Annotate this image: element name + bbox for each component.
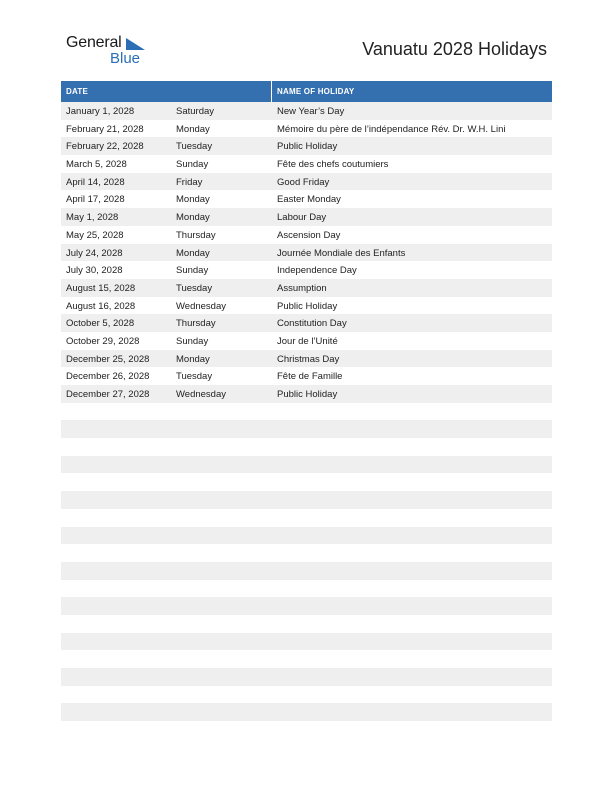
cell-weekday: Monday (176, 212, 210, 224)
empty-row (61, 562, 552, 580)
cell-holiday-name: Easter Monday (277, 194, 341, 206)
empty-row (61, 597, 552, 615)
cell-weekday: Monday (176, 353, 210, 365)
cell-weekday: Sunday (176, 265, 209, 277)
table-row (61, 173, 552, 191)
cell-date: April 17, 2028 (66, 194, 125, 206)
empty-row (61, 650, 552, 668)
cell-date: February 21, 2028 (66, 123, 144, 135)
cell-holiday-name: Public Holiday (277, 141, 338, 153)
cell-weekday: Tuesday (176, 141, 213, 153)
table-row (61, 120, 552, 138)
cell-holiday-name: Assumption (277, 282, 327, 294)
table-row (61, 367, 552, 385)
cell-date: December 25, 2028 (66, 353, 150, 365)
empty-row (61, 615, 552, 633)
empty-row (61, 456, 552, 474)
cell-date: July 30, 2028 (66, 265, 123, 277)
cell-weekday: Sunday (176, 335, 209, 347)
logo-triangle-icon (124, 37, 146, 51)
cell-weekday: Thursday (176, 318, 216, 330)
table-row (61, 261, 552, 279)
cell-holiday-name: Good Friday (277, 176, 330, 188)
cell-date: May 1, 2028 (66, 212, 119, 224)
cell-holiday-name: Constitution Day (277, 318, 347, 330)
holiday-table (61, 81, 552, 721)
empty-row (61, 668, 552, 686)
empty-row (61, 473, 552, 491)
table-row (61, 350, 552, 368)
empty-rows (61, 420, 552, 721)
table-row (61, 279, 552, 297)
empty-row (61, 438, 552, 456)
empty-row (61, 686, 552, 704)
cell-date: December 27, 2028 (66, 389, 150, 400)
table-body (61, 102, 552, 403)
cell-holiday-name: New Year’s Day (277, 106, 345, 117)
cell-date: October 5, 2028 (66, 318, 135, 330)
cell-date: December 26, 2028 (66, 371, 150, 383)
cell-holiday-name: Fête des chefs coutumiers (277, 159, 389, 171)
empty-row (61, 491, 552, 509)
table-row (61, 297, 552, 315)
brand-logo (66, 34, 156, 68)
table-row (61, 208, 552, 226)
table-gap (61, 403, 552, 421)
table-row (61, 314, 552, 332)
table-row (61, 155, 552, 173)
cell-weekday: Wednesday (176, 389, 226, 400)
table-row (61, 332, 552, 350)
cell-date: October 29, 2028 (66, 335, 140, 347)
empty-row (61, 703, 552, 721)
cell-holiday-name: Labour Day (277, 212, 327, 224)
cell-holiday-name: Public Holiday (277, 300, 338, 312)
empty-row (61, 509, 552, 527)
table-row (61, 385, 552, 403)
cell-weekday: Monday (176, 123, 210, 135)
empty-row (61, 544, 552, 562)
cell-date: February 22, 2028 (66, 141, 144, 153)
header-date: DATE (66, 87, 88, 96)
cell-weekday: Wednesday (176, 300, 226, 312)
cell-weekday: Tuesday (176, 371, 213, 383)
cell-holiday-name: Ascension Day (277, 229, 341, 241)
cell-date: May 25, 2028 (66, 229, 124, 241)
cell-holiday-name: Independence Day (277, 265, 357, 277)
brand-word-blue: Blue (110, 50, 141, 67)
empty-row (61, 580, 552, 598)
empty-row (61, 527, 552, 545)
cell-holiday-name: Fête de Famille (277, 371, 343, 383)
cell-date: August 16, 2028 (66, 300, 136, 312)
table-row (61, 190, 552, 208)
page-title: Vanuatu 2028 Holidays (362, 39, 547, 59)
cell-date: August 15, 2028 (66, 282, 136, 294)
cell-weekday: Monday (176, 247, 210, 259)
cell-weekday: Sunday (176, 159, 209, 171)
cell-holiday-name: Public Holiday (277, 389, 338, 400)
cell-holiday-name: Jour de l’Unité (277, 335, 338, 347)
empty-row (61, 420, 552, 438)
table-row (61, 244, 552, 262)
table-row (61, 102, 552, 120)
header-divider (271, 81, 272, 102)
cell-holiday-name: Christmas Day (277, 353, 340, 365)
cell-date: July 24, 2028 (66, 247, 123, 259)
cell-holiday-name: Journée Mondiale des Enfants (277, 247, 406, 259)
table-row (61, 226, 552, 244)
cell-date: March 5, 2028 (66, 159, 127, 171)
table-row (61, 137, 552, 155)
brand-word-general: General (66, 34, 122, 51)
cell-weekday: Friday (176, 176, 203, 188)
cell-weekday: Saturday (176, 106, 215, 117)
cell-date: January 1, 2028 (66, 106, 135, 117)
table-header (61, 81, 552, 102)
cell-holiday-name: Mémoire du père de l’indépendance Rév. Dr. W.H. Lini (277, 123, 506, 135)
cell-weekday: Thursday (176, 229, 216, 241)
cell-date: April 14, 2028 (66, 176, 125, 188)
cell-weekday: Monday (176, 194, 210, 206)
empty-row (61, 633, 552, 651)
cell-weekday: Tuesday (176, 282, 213, 294)
header-holiday-name: NAME OF HOLIDAY (277, 87, 355, 96)
